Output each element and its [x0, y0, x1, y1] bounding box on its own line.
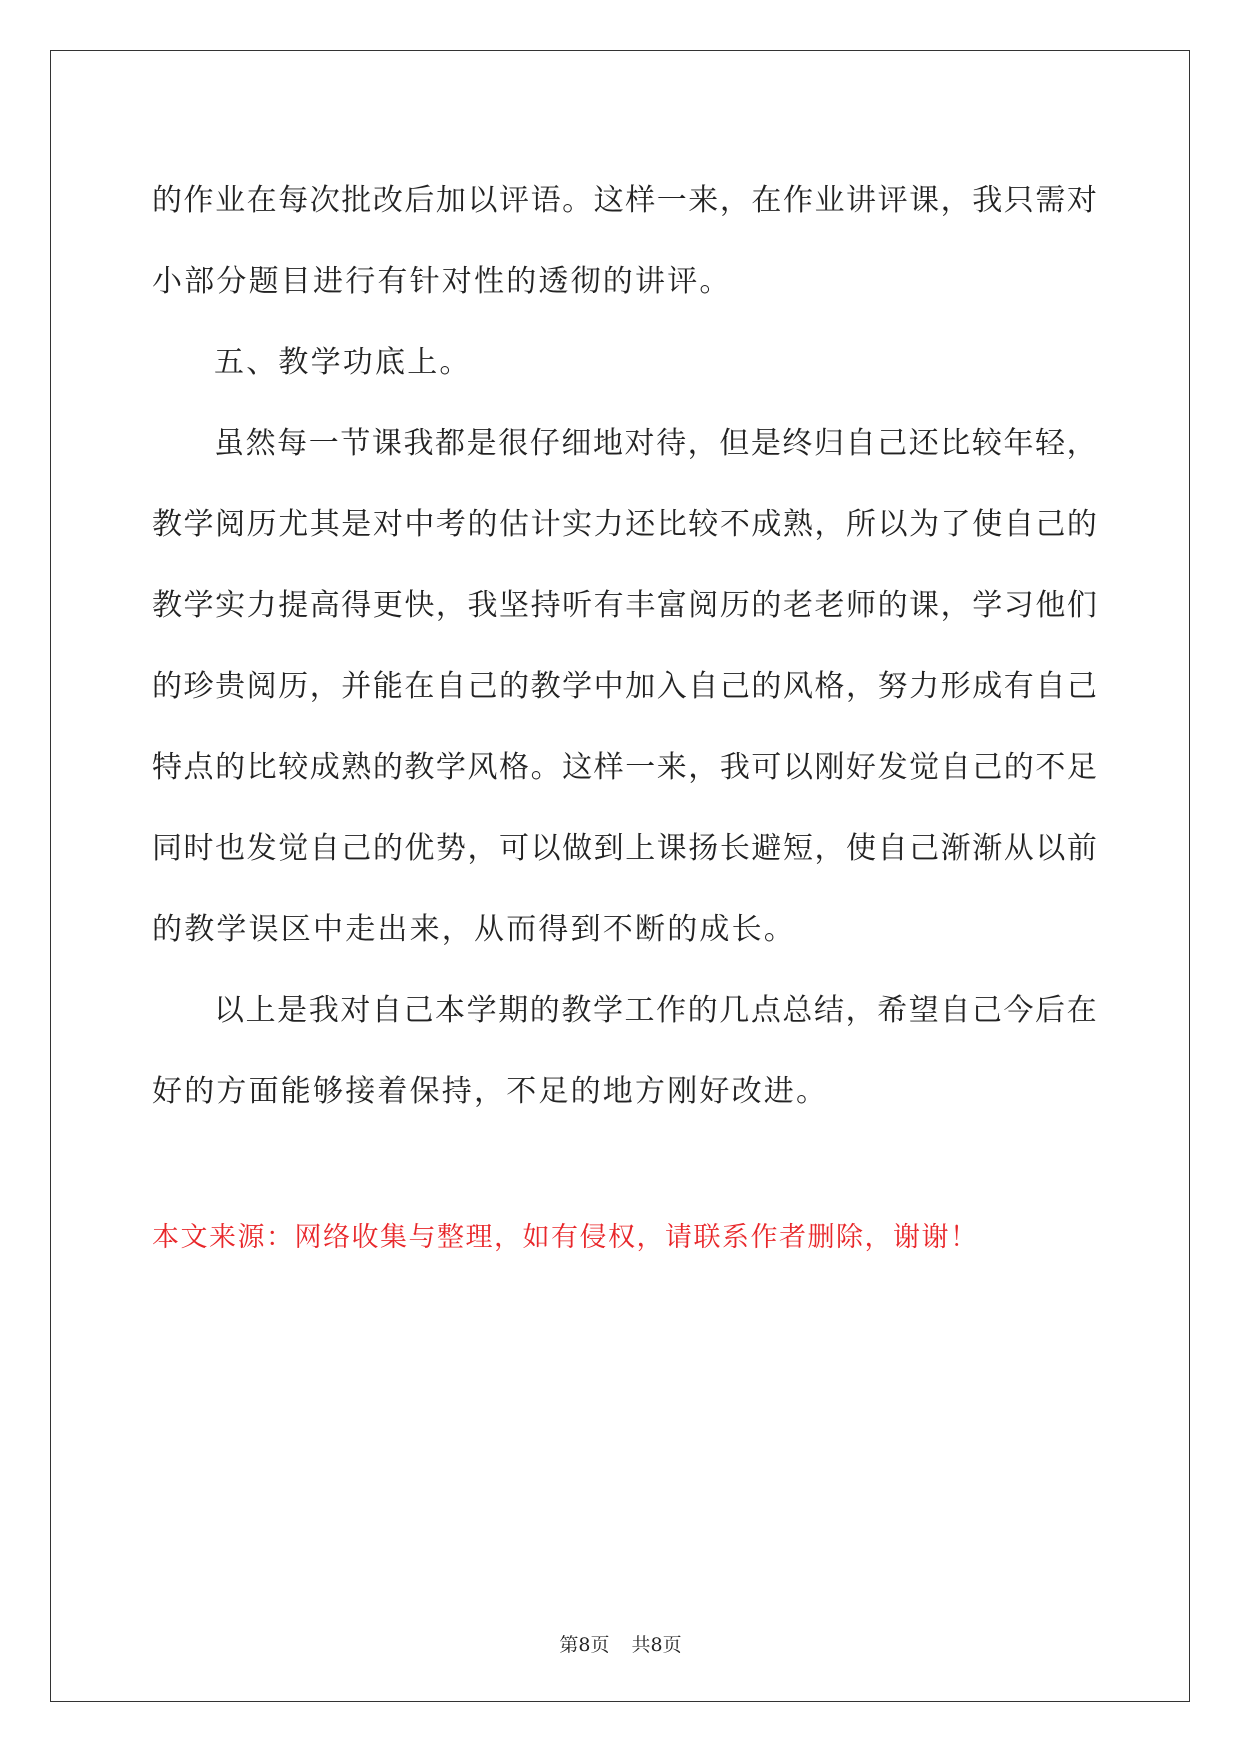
text-line: 特 点 的 比 较 成 熟 的 教 学 风 格 。 这 样 一 来 ， 我 可 以 刚 好 发 觉 自 己 的 不 足	[152, 750, 1097, 785]
text-line: 以 上 是 我 对 自 己 本 学 期 的 教 学 工 作 的 几 点 总 结 ， 希 望 自 己 今 后 在	[214, 993, 1097, 1028]
text-line: 教 学 实 力 提 高 得 更 快 ， 我 坚 持 听 有 丰 富 阅 历 的 老 老 师 的 课 ， 学 习 他 们	[152, 588, 1097, 623]
text-line: 小部分题目进行有针对性的透彻的讲评。	[152, 264, 732, 299]
text-line: 的 珍 贵 阅 历 ， 并 能 在 自 己 的 教 学 中 加 入 自 己 的 风 格 ， 努 力 形 成 有 自 己	[152, 669, 1097, 704]
text-line: 的教学误区中走出来，从而得到不断的成长。	[152, 912, 796, 947]
text-line: 的 作 业 在 每 次 批 改 后 加 以 评 语 。 这 样 一 来 ， 在 作 业 讲 评 课 ， 我 只 需 对	[152, 183, 1097, 218]
text-line: 教 学 阅 历 尤 其 是 对 中 考 的 估 计 实 力 还 比 较 不 成 熟 ， 所 以 为 了 使 自 己 的	[152, 507, 1097, 542]
text-line: 好的方面能够接着保持，不足的地方刚好改进。	[152, 1074, 829, 1109]
text-line: 虽 然 每 一 节 课 我 都 是 很 仔 细 地 对 待 ， 但 是 终 归 自 己 还 比 较 年 轻 ，	[214, 426, 1097, 461]
text-line: 同 时 也 发 觉 自 己 的 优 势 ， 可 以 做 到 上 课 扬 长 避 短 ， 使 自 己 渐 渐 从 以 前	[152, 831, 1097, 866]
source-note: 本文来源：网络收集与整理，如有侵权，请联系作者删除，谢谢！	[152, 1222, 979, 1253]
document-body	[152, 160, 1097, 1132]
page-footer	[0, 1630, 1241, 1657]
page-total: 共8页	[631, 1634, 682, 1656]
page-number: 第8页	[559, 1634, 610, 1656]
text-line: 五、教学功底上。	[214, 345, 472, 380]
